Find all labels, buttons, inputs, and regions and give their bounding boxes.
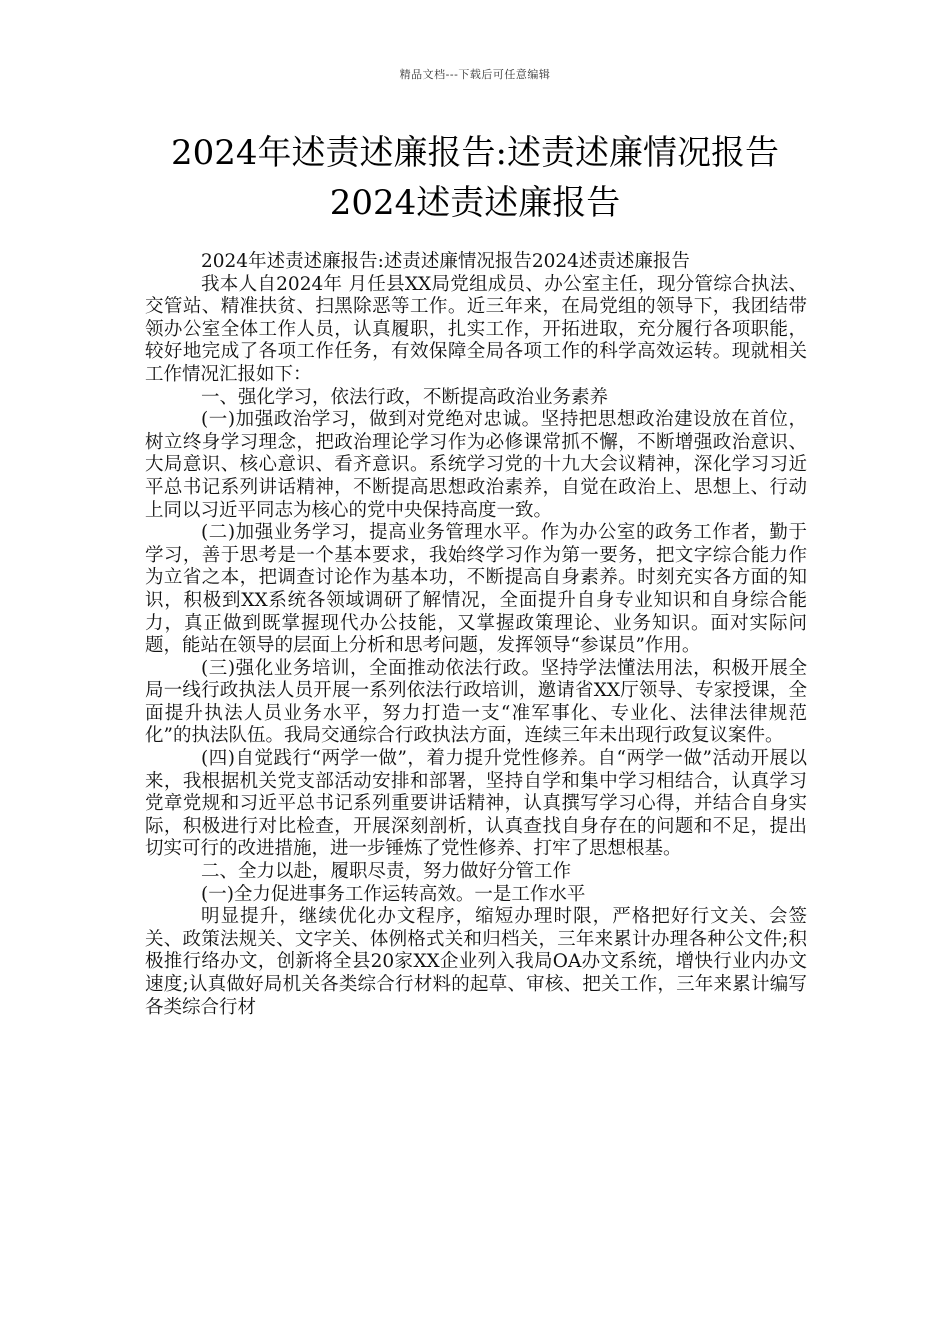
document-title <box>0 128 950 228</box>
title-line-2: 2024述责述廉报告 <box>329 183 621 223</box>
paragraph: 我本人自2024年 月任县XX局党组成员、办公室主任，现分管综合执法、交管站、精准扶贫、扫黑除恶等工作。近三年来，在局党组的领导下，我团结带领办公室全体工作人员，认真履职，扎实工作，开拓进取，充分履行各项职能，较好地完成了各项工作任务，有效保障全局各项工作的科学高效运转。现就相关工作情况汇报如下： <box>145 273 807 385</box>
section-heading: 二、全力以赴，履职尽责，努力做好分管工作 <box>201 861 572 883</box>
paragraph: (二)加强业务学习，提高业务管理水平。作为办公室的政务工作者，勤于学习，善于思考是一个基本要求，我始终学习作为第一要务，把文字综合能力作为立省之本，把调查讨论作为基本功，不断提高自身素养。时刻充实各方面的知识，积极到XX系统各领域调研了解情况，全面提升自身专业知识和自身综合能力，真正做到既掌握现代办公技能，又掌握政策理论、业务知识。面对实际问题，能站在领导的层面上分析和思考问题，发挥领导“参谋员”作用。 <box>145 522 807 657</box>
paragraph: (一)全力促进事务工作运转高效。一是工作水平 <box>201 883 586 905</box>
title-line-1: 2024年述责述廉报告:述责述廉情况报告 <box>171 133 779 173</box>
paragraph: (一)加强政治学习，做到对党绝对忠诚。坚持把思想政治建设放在首位，树立终身学习理念，把政治理论学习作为必修课常抓不懈，不断增强政治意识、大局意识、核心意识、看齐意识。系统学习党的十九大会议精神，深化学习习近平总书记系列讲话精神，不断提高思想政治素养，自觉在政治上、思想上、行动上同以习近平同志为核心的党中央保持高度一致。 <box>145 409 807 521</box>
page-header: 精品文档---下载后可任意编辑 <box>399 68 551 81</box>
paragraph: 明显提升，继续优化办文程序，缩短办理时限，严格把好行文关、会签关、政策法规关、文字关、体例格式关和归档关，三年来累计办理各种公文件;积极推行络办文，创新将全县20家XX企业列入我局OA办文系统，增快行业内办文速度;认真做好局机关各类综合行材料的起草、审核、把关工作，三年来累计编写各类综合行材 <box>145 906 807 1018</box>
paragraph: (三)强化业务培训，全面推动依法行政。坚持学法懂法用法，积极开展全局一线行政执法人员开展一系列依法行政培训，邀请省XX厅领导、专家授课，全面提升执法人员业务水平，努力打造一支“准军事化、专业化、法律法律规范化”的执法队伍。我局交通综合行政执法方面，连续三年未出现行政复议案件。 <box>145 657 807 747</box>
document-body <box>145 251 807 1019</box>
paragraph: (四)自觉践行“两学一做”，着力提升党性修养。自“两学一做”活动开展以来，我根据机关党支部活动安排和部署，坚持自学和集中学习相结合，认真学习党章党规和习近平总书记系列重要讲话精神，认真撰写学习心得，并结合自身实际，积极进行对比检查，开展深刻剖析，认真查找自身存在的问题和不足，提出切实可行的改进措施，进一步锤炼了党性修养、打牢了思想根基。 <box>145 748 807 860</box>
section-heading: 一、强化学习，依法行政，不断提高政治业务素养 <box>201 386 609 408</box>
paragraph: 2024年述责述廉报告:述责述廉情况报告2024述责述廉报告 <box>201 251 690 272</box>
